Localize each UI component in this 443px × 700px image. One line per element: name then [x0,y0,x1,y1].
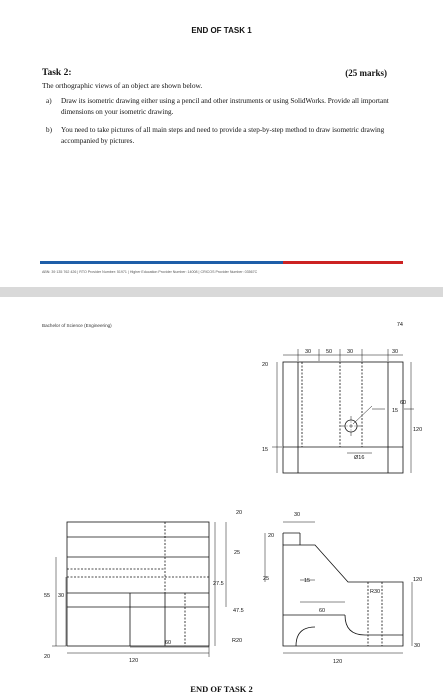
document-page-2 [0,297,443,700]
dim-label: 15 [304,578,311,584]
task-marks: (25 marks) [345,68,387,78]
dim-label: 15 [392,408,399,414]
dim-label: 120 [413,577,423,583]
dim-label: 55 [44,593,51,599]
document-page-1 [0,0,443,287]
dim-label: 30 [392,349,399,355]
orthographic-drawing [0,297,443,700]
page-number: 74 [396,322,403,328]
front-view-outline [283,362,403,473]
side-view [265,522,412,653]
dim-label: 120 [129,658,139,664]
dim-label: 25 [263,576,270,582]
dim-label: 20 [236,510,243,516]
footer-text: ABN: 39 135 762 426 | RTO Provider Number: 51971 | Higher Education Provider Number: 14008 | CRICOS Provider Number: 03567C [42,270,258,274]
dim-label: 60 [319,608,326,614]
dim-label: 30 [294,512,301,518]
dim-label: 20 [262,362,269,368]
page-header: Bachelor of Science (Engineering) [42,323,112,328]
top-view-outline [67,522,209,646]
dim-label: 30 [414,643,421,649]
leader-line [353,406,372,424]
list-item-text: Draw its isometric drawing either using a pencil and other instruments or using SolidWorks. Provide all important dimensions on your isometric drawing. [61,97,389,116]
dim-label: 50 [326,349,333,355]
dim-label: 30 [347,349,354,355]
dim-label: R20 [232,638,243,644]
dim-label: Ø16 [354,455,365,461]
dimension-labels [44,349,422,665]
footer-color-bar [40,261,403,264]
dim-label: R30 [370,589,381,595]
dim-label: 60 [165,640,172,646]
end-of-task-1-heading: END OF TASK 1 [191,26,252,35]
dim-label: 47.5 [233,608,244,614]
side-view-fillet [296,627,315,646]
dim-label: 20 [268,533,275,539]
dim-label: 30 [58,593,65,599]
side-view-fillet [345,615,365,635]
dim-label: 120 [333,659,343,665]
end-of-task-2-heading: END OF TASK 2 [190,684,253,694]
list-item-text: You need to take pictures of all main steps and need to provide a step-by-step method to draw isometric drawing accompanied by pictures. [61,126,385,145]
dim-label: 20 [44,654,51,660]
dim-label: 60 [400,400,407,406]
list-item-number: a) [46,97,52,105]
dim-label: 25 [234,550,241,556]
dim-label: 15 [262,447,269,453]
task-intro: The orthographic views of an object are shown below. [42,81,203,90]
footer-color-bar-accent [283,261,403,264]
task-title: Task 2: [42,68,72,78]
dim-label: 27.5 [213,581,224,587]
list-item-number: b) [46,126,52,134]
dim-label: 120 [413,427,423,433]
side-view-outline [283,545,403,646]
dim-label: 30 [305,349,312,355]
top-view [52,522,226,657]
